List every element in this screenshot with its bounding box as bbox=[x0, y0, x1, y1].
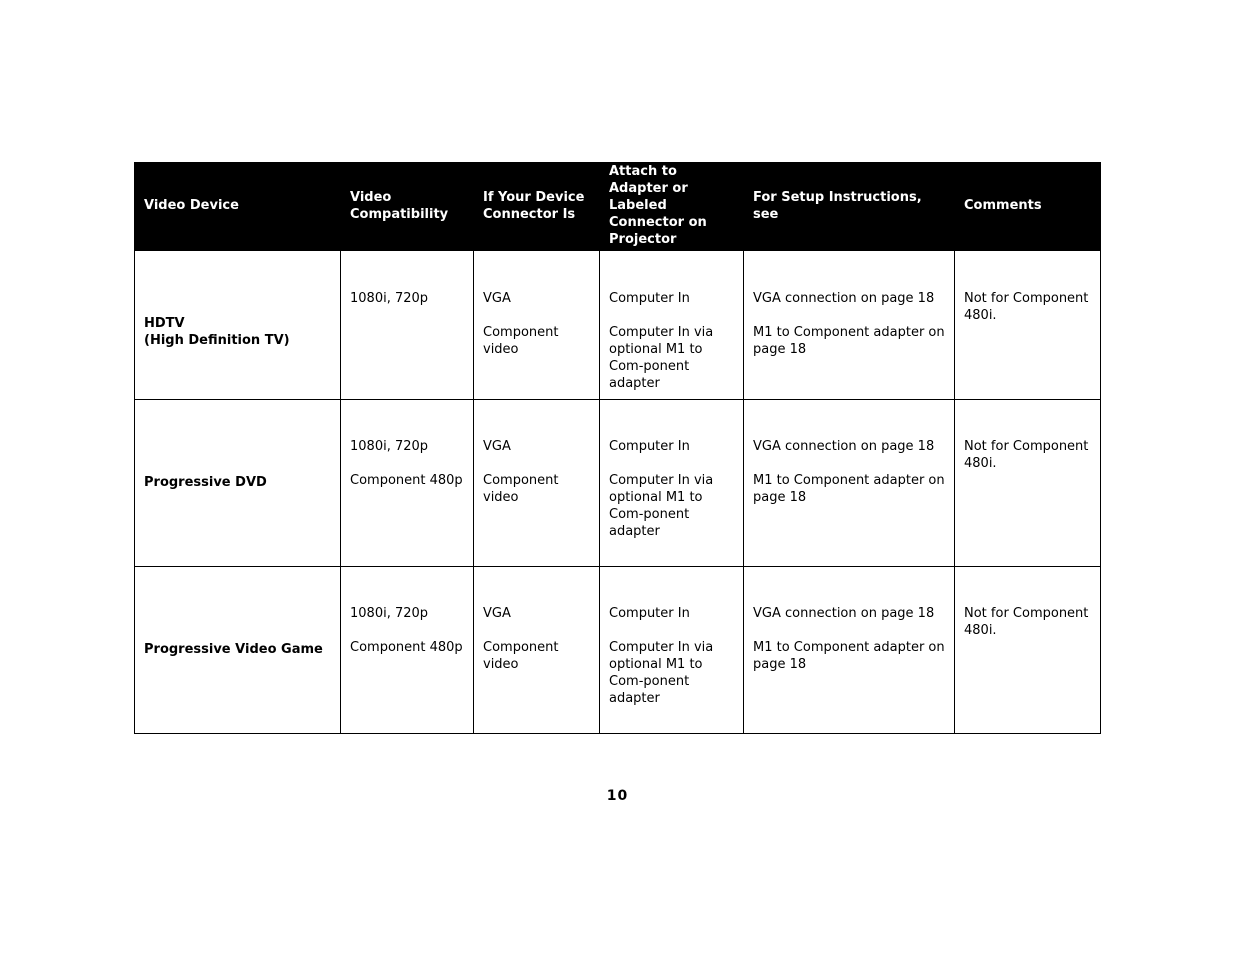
attach-cell bbox=[600, 250, 744, 399]
device-name-subtitle: (High Definition TV) bbox=[144, 332, 290, 348]
connector-value: VGA bbox=[483, 605, 511, 621]
device-name: Progressive Video Game bbox=[144, 642, 323, 657]
compatibility-cell bbox=[341, 250, 474, 399]
attach-value: Computer In bbox=[609, 605, 690, 621]
setup-cell bbox=[744, 566, 955, 733]
attach-value: Computer In via optional M1 to Com-ponent adapter bbox=[609, 639, 714, 706]
compatibility-value: 1080i, 720p bbox=[350, 605, 429, 621]
table-header-row bbox=[135, 162, 1101, 250]
attach-cell bbox=[600, 399, 744, 566]
compatibility-cell bbox=[341, 566, 474, 733]
attach-value: Computer In bbox=[609, 290, 690, 306]
connector-value: VGA bbox=[483, 438, 511, 454]
setup-value: VGA connection on page 18 bbox=[753, 290, 935, 306]
table-row bbox=[135, 250, 1101, 399]
attach-cell bbox=[600, 566, 744, 733]
compatibility-value: Component 480p bbox=[350, 472, 463, 488]
compatibility-value: Component 480p bbox=[350, 639, 463, 655]
compatibility-cell bbox=[341, 399, 474, 566]
comments-value: Not for Component 480i. bbox=[964, 605, 1089, 638]
connector-value: Component video bbox=[483, 639, 559, 672]
device-name: HDTV bbox=[144, 315, 185, 331]
setup-value: VGA connection on page 18 bbox=[753, 438, 935, 454]
comments-value: Not for Component 480i. bbox=[964, 438, 1089, 471]
attach-value: Computer In via optional M1 to Com-ponent adapter bbox=[609, 324, 714, 391]
device-cell bbox=[135, 566, 341, 733]
header-attach-to-adapter: Attach to Adapter or Labeled Connector on Projector bbox=[600, 162, 744, 250]
comments-cell bbox=[955, 250, 1101, 399]
table-row bbox=[135, 566, 1101, 733]
header-comments: Comments bbox=[955, 162, 1101, 250]
connector-cell bbox=[474, 399, 600, 566]
setup-value: VGA connection on page 18 bbox=[753, 605, 935, 621]
connector-cell bbox=[474, 250, 600, 399]
setup-value: M1 to Component adapter on page 18 bbox=[753, 639, 945, 672]
header-video-device: Video Device bbox=[135, 162, 341, 250]
connector-value: VGA bbox=[483, 290, 511, 306]
comments-cell bbox=[955, 399, 1101, 566]
device-cell bbox=[135, 399, 341, 566]
device-name: Progressive DVD bbox=[144, 475, 267, 490]
header-device-connector: If Your Device Connector Is bbox=[474, 162, 600, 250]
comments-cell bbox=[955, 566, 1101, 733]
device-cell bbox=[135, 250, 341, 399]
connector-value: Component video bbox=[483, 472, 559, 505]
setup-cell bbox=[744, 399, 955, 566]
connector-cell bbox=[474, 566, 600, 733]
attach-value: Computer In bbox=[609, 438, 690, 454]
connector-value: Component video bbox=[483, 324, 559, 357]
table-row bbox=[135, 399, 1101, 566]
setup-value: M1 to Component adapter on page 18 bbox=[753, 472, 945, 505]
page-number: 10 bbox=[606, 788, 629, 804]
comments-value: Not for Component 480i. bbox=[964, 290, 1089, 323]
attach-value: Computer In via optional M1 to Com-ponent adapter bbox=[609, 472, 714, 539]
setup-value: M1 to Component adapter on page 18 bbox=[753, 324, 945, 357]
header-setup-instructions: For Setup Instructions, see bbox=[744, 162, 955, 250]
header-video-compatibility: Video Compatibility bbox=[341, 162, 474, 250]
compatibility-value: 1080i, 720p bbox=[350, 290, 429, 306]
setup-cell bbox=[744, 250, 955, 399]
video-compatibility-table bbox=[134, 162, 1101, 734]
compatibility-value: 1080i, 720p bbox=[350, 438, 429, 454]
